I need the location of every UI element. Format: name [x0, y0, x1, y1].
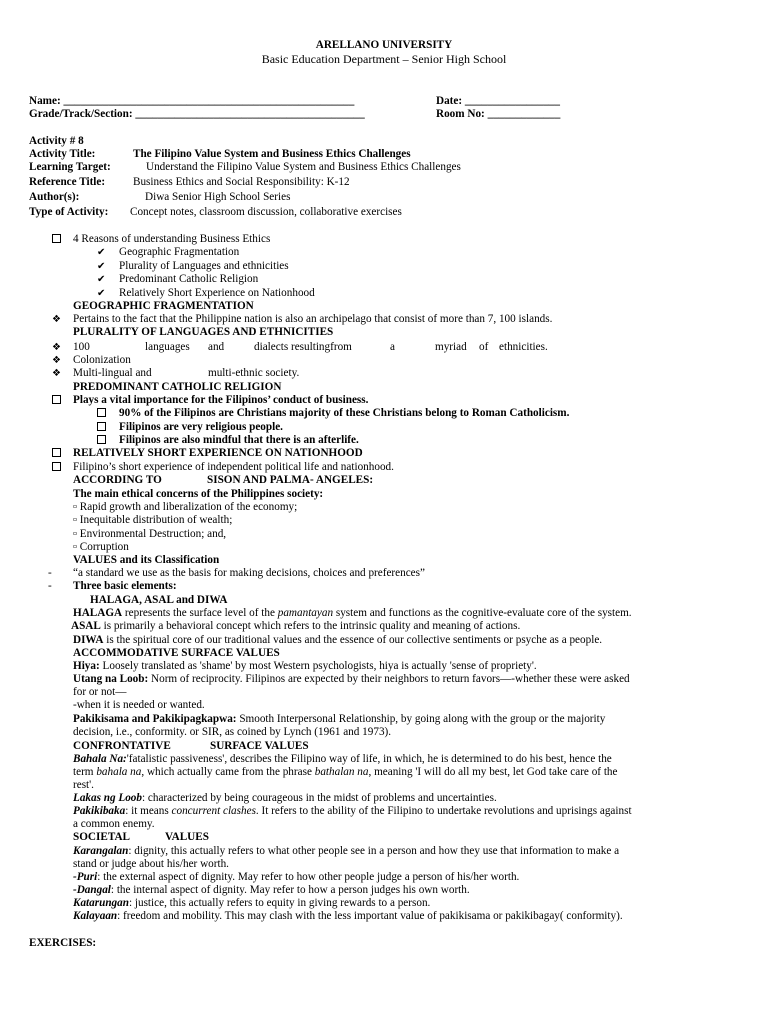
plurality-word: ethnicities. — [499, 341, 548, 353]
elements-list: HALAGA, ASAL and DIWA — [90, 594, 228, 606]
reasons-heading: 4 Reasons of understanding Business Ethics — [73, 233, 271, 245]
halaga-term: HALAGA — [73, 607, 123, 619]
values-heading: VALUES and its Classification — [73, 554, 220, 566]
activity-number-value: 8 — [78, 135, 84, 147]
bahala-2i2: bathalan na — [314, 766, 369, 778]
concern-text: Inequitable distribution of wealth; — [79, 514, 233, 526]
plurality-word: languages — [145, 341, 190, 353]
bahala-2b: , which actually came from the phrase — [141, 766, 315, 778]
reference-title: Business Ethics and Social Responsibility: K-12 — [133, 176, 350, 188]
pakikibaka-a: : it means — [125, 805, 172, 817]
kalayaan-line — [73, 910, 623, 923]
utang-line-2: for or not— — [73, 686, 127, 698]
catholic-sub: 90% of the Filipinos are Christians majority of these Christians belong to Roman Catholicism. — [119, 407, 570, 419]
confrontative-heading: CONFRONTATIVE — [73, 740, 171, 752]
date-field — [436, 95, 560, 108]
pakikibaka-term: Pakikibaka — [73, 805, 126, 817]
concern-text: Corruption — [79, 541, 129, 553]
lakas-text: : characterized by being courageous in the midst of problems and uncertainties. — [142, 792, 497, 804]
activity-number — [29, 135, 84, 148]
asal-text: is primarily a behavioral concept which refers to the intrinsic quality and meaning of actions. — [100, 620, 521, 632]
concern-text: Environmental Destruction; and, — [79, 528, 227, 540]
checkbox-icon — [97, 421, 106, 434]
plurality-word: myriad — [435, 341, 467, 353]
learning-target: Understand the Filipino Value System and Business Ethics Challenges — [146, 161, 461, 173]
lakas-term: Lakas ng Loob — [73, 792, 142, 804]
puri-term: -Puri — [73, 871, 98, 883]
karangalan-line — [73, 845, 619, 858]
concerns-heading: The main ethical concerns of the Philippines society: — [73, 488, 324, 500]
reason-item: Geographic Fragmentation — [119, 246, 240, 258]
utang-term: Utang na Loob: — [73, 673, 149, 685]
katarungan-term: Katarungan — [73, 897, 129, 909]
nationhood-heading: RELATIVELY SHORT EXPERIENCE ON NATIONHOOD — [73, 447, 363, 459]
reason-item: Predominant Catholic Religion — [119, 273, 259, 285]
small-square-bullet-icon: ▫ — [73, 541, 77, 553]
checkbox-icon — [52, 461, 61, 474]
karangalan-text: : dignity, this actually refers to what other people see in a person and how they use that information to make a — [128, 845, 620, 857]
exercises-heading: EXERCISES: — [29, 937, 97, 949]
dangal-line — [73, 884, 470, 897]
geo-text: Pertains to the fact that the Philippine nation is also an archipelago that consist of more than 7, 100 islands. — [73, 313, 553, 325]
pakikibaka-line — [73, 805, 632, 818]
catholic-main: Plays a vital importance for the Filipinos’ conduct of business. — [73, 394, 369, 406]
diwa-line — [73, 634, 602, 647]
dangal-term: -Dangal — [73, 884, 111, 896]
author-label: Author(s): — [29, 191, 80, 203]
grade-field — [29, 108, 365, 121]
diamond-bullet-icon: ❖ — [52, 314, 61, 325]
university-title: ARELLANO UNIVERSITY — [315, 39, 453, 51]
concern-text: Rapid growth and liberalization of the economy; — [79, 501, 298, 513]
activity-type: Concept notes, classroom discussion, collaborative exercises — [130, 206, 402, 218]
multi-text-a: Multi-lingual and — [73, 367, 152, 379]
plurality-word: of — [479, 341, 489, 353]
name-field — [29, 95, 354, 108]
utang-text: Norm of reciprocity. Filipinos are expected by their neighbors to return favors—-whether these were asked — [148, 673, 630, 685]
plurality-heading: PLURALITY OF LANGUAGES AND ETHNICITIES — [73, 326, 334, 338]
bahala-2c: , meaning 'I will do all my best, let God take care of the — [368, 766, 618, 778]
plurality-word: 100 — [73, 341, 90, 353]
bahala-term: Bahala Na: — [73, 753, 127, 765]
utang-line — [73, 673, 630, 686]
multi-text-b: multi-ethnic society. — [208, 367, 300, 379]
small-square-bullet-icon: ▫ — [73, 528, 77, 540]
halaga-italic: pamantayan — [277, 607, 334, 619]
halaga-text: represents the surface level of the — [122, 607, 278, 619]
name-label: Name: — [29, 95, 61, 107]
colonization-text: Colonization — [73, 354, 131, 366]
date-label: Date: — [436, 95, 463, 107]
activity-title: The Filipino Value System and Business Ethics Challenges — [133, 148, 411, 160]
checkmark-icon: ✔ — [97, 288, 106, 299]
diwa-text: is the spiritual core of our traditional values and the essence of our collective sentiments or psyche as a people. — [103, 634, 603, 646]
learning-target-label: Learning Target: — [29, 161, 111, 173]
hiya-text: Loosely translated as 'shame' by most Western psychologists, hiya is actually 'sense of propriety'. — [99, 660, 537, 672]
geo-heading: GEOGRAPHIC FRAGMENTATION — [73, 300, 254, 312]
according-heading: ACCORDING TO — [73, 474, 162, 486]
utang-line-3: -when it is needed or wanted. — [73, 699, 205, 711]
diwa-term: DIWA — [73, 634, 104, 646]
small-square-bullet-icon: ▫ — [73, 501, 77, 513]
checkbox-icon — [97, 407, 106, 420]
sison-heading: SISON AND PALMA- ANGELES: — [207, 474, 374, 486]
kalayaan-term: Kalayaan — [73, 910, 118, 922]
checkbox-icon — [52, 233, 61, 246]
date-blank[interactable]: _________________ — [464, 95, 560, 107]
hiya-term: Hiya: — [73, 660, 100, 672]
bahala-2a: term — [73, 766, 97, 778]
author-value: Diwa Senior High School Series — [145, 191, 291, 203]
karangalan-line-2: stand or judge about his/her worth. — [73, 858, 229, 870]
room-label: Room No: — [436, 108, 485, 120]
concern-item — [73, 541, 129, 554]
katarungan-line — [73, 897, 430, 910]
checkbox-icon — [52, 447, 61, 460]
reason-item: Plurality of Languages and ethnicities — [119, 260, 289, 272]
room-field — [436, 108, 560, 121]
bahala-line — [73, 753, 612, 766]
puri-line — [73, 871, 519, 884]
grade-label: Grade/Track/Section: — [29, 108, 133, 120]
reference-label: Reference Title: — [29, 176, 106, 188]
nationhood-text: Filipino’s short experience of independent political life and nationhood. — [73, 461, 394, 473]
name-blank[interactable]: ____________________________________________________ — [63, 95, 355, 107]
hiya-line — [73, 660, 537, 673]
pakikibaka-b: . It refers to the ability of the Filipino to undertake revolutions and uprisings against — [255, 805, 632, 817]
confrontative-heading-2: SURFACE VALUES — [210, 740, 309, 752]
values-quote: “a standard we use as the basis for making decisions, choices and preferences” — [73, 567, 425, 579]
activity-number-label: Activity # — [29, 135, 76, 147]
diamond-bullet-icon: ❖ — [52, 368, 61, 379]
puri-text: : the external aspect of dignity. May refer to how other people judge a person of his/her worth. — [97, 871, 520, 883]
asal-line — [71, 620, 520, 633]
activity-type-label: Type of Activity: — [29, 206, 109, 218]
lakas-line — [73, 792, 497, 805]
checkmark-icon: ✔ — [97, 261, 106, 272]
karangalan-term: Karangalan — [73, 845, 129, 857]
plurality-word: and — [208, 341, 225, 353]
three-elements: Three basic elements: — [73, 580, 177, 592]
societal-heading-2: VALUES — [165, 831, 209, 843]
checkmark-icon: ✔ — [97, 274, 106, 285]
concern-item — [73, 501, 297, 514]
checkmark-icon: ✔ — [97, 247, 106, 258]
plurality-word: a — [390, 341, 395, 353]
bahala-line-2 — [73, 766, 617, 779]
asal-term: ASAL — [71, 620, 101, 632]
reason-item: Relatively Short Experience on Nationhood — [119, 287, 315, 299]
paki-line — [73, 713, 605, 726]
concern-item — [73, 514, 232, 527]
bahala-2i: bahala na — [96, 766, 142, 778]
katarungan-text: : justice, this actually refers to equity in giving rewards to a person. — [128, 897, 431, 909]
concern-item — [73, 528, 226, 541]
diamond-bullet-icon: ❖ — [52, 342, 61, 353]
small-square-bullet-icon: ▫ — [73, 514, 77, 526]
checkbox-icon — [52, 394, 61, 407]
kalayaan-text: : freedom and mobility. This may clash with the less important value of pakikisama or pakikibagay( conformity). — [117, 910, 623, 922]
dash-bullet: - — [48, 567, 52, 579]
accommodative-heading: ACCOMMODATIVE SURFACE VALUES — [73, 647, 280, 659]
department-subtitle: Basic Education Department – Senior High School — [261, 52, 507, 66]
catholic-heading: PREDOMINANT CATHOLIC RELIGION — [73, 381, 282, 393]
dash-bullet: - — [48, 580, 52, 592]
societal-heading: SOCIETAL — [73, 831, 130, 843]
pakikibaka-line-2: a common enemy. — [73, 818, 155, 830]
checkbox-icon — [97, 434, 106, 447]
grade-blank[interactable]: _________________________________________ — [135, 108, 365, 120]
catholic-sub: Filipinos are also mindful that there is an afterlife. — [119, 434, 359, 446]
catholic-sub: Filipinos are very religious people. — [119, 421, 283, 433]
bahala-text: 'fatalistic passiveness', describes the Filipino way of life, in which, he is determined to do his best, hence the — [126, 753, 612, 765]
plurality-word: dialects resultingfrom — [254, 341, 352, 353]
dangal-text: : the internal aspect of dignity. May refer to how a person judges his own worth. — [110, 884, 470, 896]
paki-line-2: decision, i.e., conformity. or SIR, as coined by Lynch (1961 and 1973). — [73, 726, 392, 738]
bahala-line-3: rest'. — [73, 779, 94, 791]
halaga-line — [73, 607, 632, 620]
halaga-text-b: system and functions as the cognitive-evaluate core of the system. — [333, 607, 632, 619]
room-blank[interactable]: _____________ — [487, 108, 561, 120]
paki-term: Pakikisama and Pakikipagkapwa: — [73, 713, 237, 725]
diamond-bullet-icon: ❖ — [52, 355, 61, 366]
activity-title-label: Activity Title: — [29, 148, 96, 160]
paki-text: Smooth Interpersonal Relationship, by going along with the group or the majority — [236, 713, 606, 725]
pakikibaka-i: concurrent clashes — [171, 805, 256, 817]
